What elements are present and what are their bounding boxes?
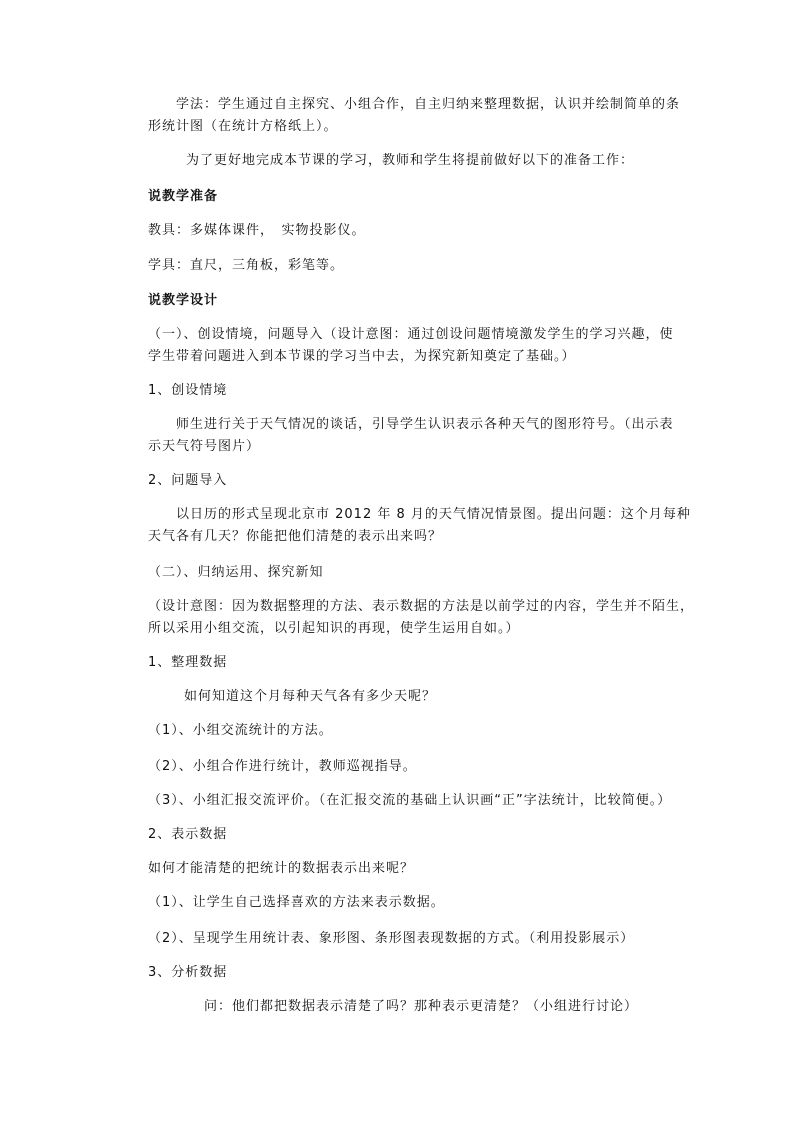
section2-question-1: 如何知道这个月每种天气各有多少天呢？	[184, 689, 437, 704]
section2-para-2: 所以采用小组交流，以引起知识的再现，使学生运用自如。）	[148, 621, 520, 636]
section2-item-2: 2、表示数据	[148, 827, 228, 842]
section1-item2-para-2: 天气各有几天？你能把他们清楚的表示出来吗？	[148, 529, 443, 544]
section1-item1-para-2: 示天气符号图片）	[148, 439, 261, 454]
section2-item1-sub-3: （3）、小组汇报交流评价。（在汇报交流的基础上认识画“正”字法统计，比较简便。）	[148, 793, 672, 808]
heading-prep: 说教学准备	[148, 189, 219, 204]
section2-question-2: 如何才能清楚的把统计的数据表示出来呢？	[148, 861, 415, 876]
section2-item1-sub-1: （1）、小组交流统计的方法。	[148, 723, 333, 738]
section2-question-3: 问：他们都把数据表示清楚了吗？那种表示更清楚？（小组进行讨论）	[204, 999, 639, 1014]
section2-item2-sub-2: （2）、呈现学生用统计表、象形图、条形图表现数据的方式。（利用投影展示）	[148, 931, 635, 946]
learning-tools: 学具：直尺，三角板，彩笔等。	[148, 258, 345, 273]
xuefa-line-1: 学法：学生通过自主探究、小组合作，自主归纳来整理数据，认识并绘制简单的条	[176, 97, 681, 112]
section2-para-1: （设计意图：因为数据整理的方法、表示数据的方法是以前学过的内容，学生并不陌生，	[148, 599, 695, 614]
section2-item1-sub-2: （2）、小组合作进行统计，教师巡视指导。	[148, 759, 417, 774]
section1-item-2: 2、问题导入	[148, 473, 228, 488]
xuefa-line-2: 形统计图（在统计方格纸上）。	[148, 119, 338, 134]
section2-item2-sub-1: （1）、让学生自己选择喜欢的方法来表示数据。	[148, 895, 445, 910]
section1-item1-para-1: 师生进行关于天气情况的谈话，引导学生认识表示各种天气的图形符号。（出示表	[176, 417, 674, 432]
section1-line-2: 学生带着问题进入到本节课的学习当中去，为探究新知奠定了基础。）	[148, 349, 576, 364]
heading-design: 说教学设计	[148, 293, 219, 308]
section1-item-1: 1、创设情境	[148, 383, 228, 398]
prep-intro: 为了更好地完成本节课的学习，教师和学生将提前做好以下的准备工作：	[186, 153, 635, 168]
section2-item-3: 3、分析数据	[148, 965, 228, 980]
teaching-tools: 教具：多媒体课件， 实物投影仪。	[148, 223, 366, 238]
section1-line-1: （一）、创设情境，问题导入（设计意图：通过创设问题情境激发学生的学习兴趣，使	[148, 327, 674, 342]
section2-item-1: 1、整理数据	[148, 655, 228, 670]
section1-item2-para-1: 以日历的形式呈现北京市 2012 年 8 月的天气情况情景图。提出问题：这个月每种	[176, 507, 691, 522]
section2-heading: （二）、归纳运用、探究新知	[148, 565, 324, 580]
